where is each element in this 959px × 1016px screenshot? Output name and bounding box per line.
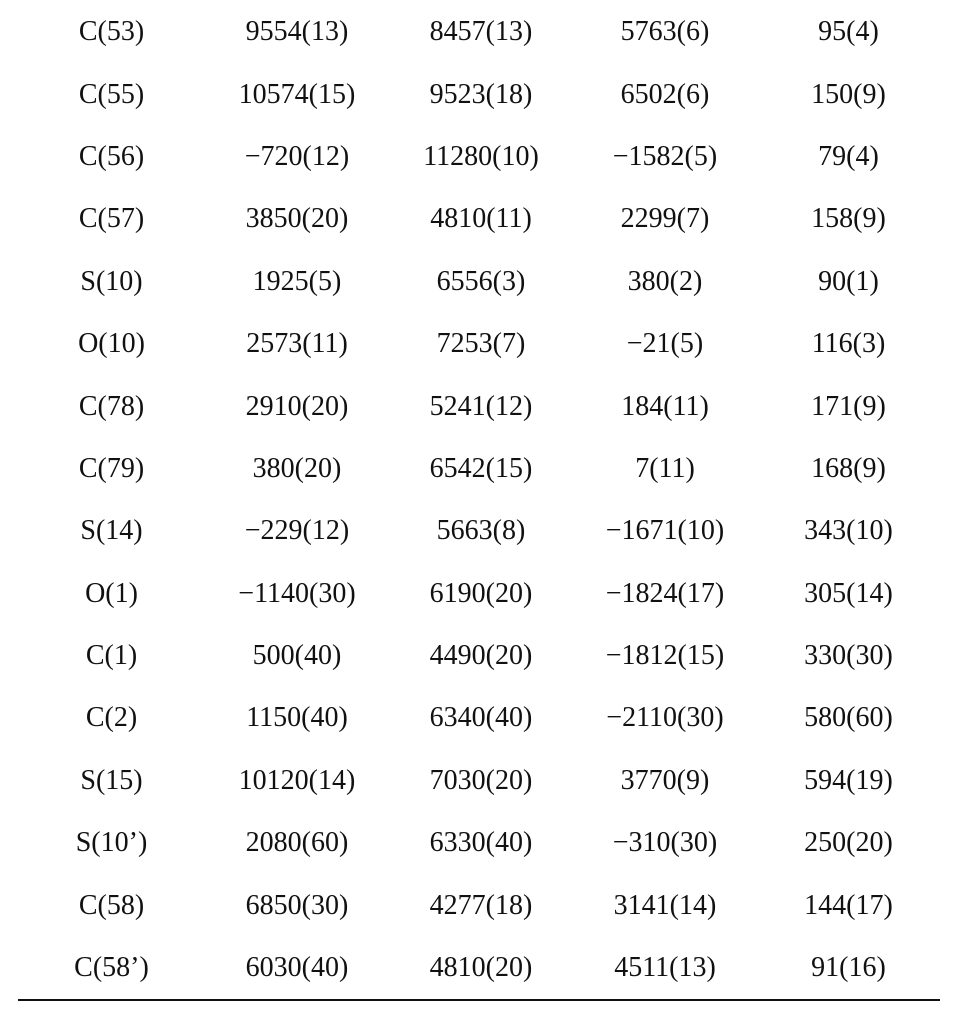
ueq-cell: 168(9) — [811, 452, 886, 484]
x-coordinate-cell: 2910(20) — [245, 390, 349, 422]
z-coordinate-cell: −310(30) — [612, 827, 718, 859]
y-coordinate-cell: 6330(40) — [429, 827, 533, 859]
y-coordinate-cell: 9523(18) — [429, 78, 533, 110]
ueq-cell: 158(9) — [811, 203, 886, 235]
z-coordinate-cell: −1824(17) — [605, 577, 725, 609]
x-coordinate-cell: −229(12) — [244, 515, 350, 547]
ueq-cell: 594(19) — [804, 764, 893, 796]
atom-label-cell: C(58’) — [18, 937, 205, 1000]
z-coordinate-cell: −1582(5) — [612, 140, 718, 172]
z-coordinate-cell: 4511(13) — [573, 937, 757, 1000]
table-row — [18, 126, 940, 188]
x-coordinate-cell: 10574(15) — [238, 78, 356, 110]
atom-label-cell: C(55) — [78, 78, 145, 110]
table-row — [18, 375, 940, 437]
table-row — [18, 188, 940, 250]
table-row — [18, 937, 940, 1000]
y-coordinate-cell: 6556(3) — [436, 265, 526, 297]
atom-label-cell: S(10’) — [75, 827, 148, 859]
x-coordinate-cell: 2573(11) — [246, 328, 348, 360]
atom-label-cell: S(10) — [80, 265, 143, 297]
y-coordinate-cell: 8457(13) — [429, 16, 533, 48]
ueq-cell: 343(10) — [804, 515, 893, 547]
z-coordinate-cell: 184(11) — [621, 390, 709, 422]
table-row — [18, 438, 940, 500]
table-body — [18, 1, 940, 1000]
z-coordinate-cell: 7(11) — [635, 452, 695, 484]
z-coordinate-cell: −1671(10) — [605, 515, 725, 547]
x-coordinate-cell: 500(40) — [252, 640, 342, 672]
atom-label-cell: C(57) — [78, 203, 145, 235]
y-coordinate-cell: 4277(18) — [429, 889, 533, 921]
x-coordinate-cell: 380(20) — [252, 452, 342, 484]
x-coordinate-cell: 1150(40) — [246, 702, 348, 734]
z-coordinate-cell: 380(2) — [627, 265, 703, 297]
table-row — [18, 750, 940, 812]
y-coordinate-cell: 6542(15) — [429, 452, 533, 484]
y-coordinate-cell: 4810(20) — [389, 937, 573, 1000]
x-coordinate-cell: 9554(13) — [245, 16, 349, 48]
table-row — [18, 1, 940, 63]
atom-label-cell: S(14) — [80, 515, 143, 547]
table-row — [18, 625, 940, 687]
x-coordinate-cell: 6030(40) — [205, 937, 389, 1000]
z-coordinate-cell: 5763(6) — [620, 16, 710, 48]
ueq-cell: 150(9) — [811, 78, 886, 110]
atom-label-cell: C(58) — [78, 889, 145, 921]
ueq-cell: 250(20) — [804, 827, 893, 859]
ueq-cell: 580(60) — [804, 702, 893, 734]
atom-label-cell: C(53) — [78, 16, 145, 48]
ueq-cell: 330(30) — [804, 640, 893, 672]
table-row — [18, 251, 940, 313]
table-row — [18, 563, 940, 625]
x-coordinate-cell: 10120(14) — [238, 764, 356, 796]
atom-label-cell: C(79) — [78, 452, 145, 484]
atom-label-cell: C(2) — [85, 702, 138, 734]
table-row — [18, 687, 940, 749]
atomic-coordinates-table — [18, 1, 940, 1001]
ueq-cell: 91(16) — [757, 937, 940, 1000]
y-coordinate-cell: 5241(12) — [429, 390, 533, 422]
y-coordinate-cell: 7253(7) — [436, 328, 526, 360]
y-coordinate-cell: 4810(11) — [430, 203, 532, 235]
z-coordinate-cell: 3141(14) — [613, 889, 717, 921]
z-coordinate-cell: −1812(15) — [605, 640, 725, 672]
ueq-cell: 116(3) — [811, 328, 886, 360]
ueq-cell: 90(1) — [818, 265, 879, 297]
y-coordinate-cell: 7030(20) — [429, 764, 533, 796]
y-coordinate-cell: 6340(40) — [429, 702, 533, 734]
y-coordinate-cell: 4490(20) — [429, 640, 533, 672]
table-row — [18, 874, 940, 936]
ueq-cell: 95(4) — [818, 16, 879, 48]
table-row — [18, 500, 940, 562]
x-coordinate-cell: 2080(60) — [245, 827, 349, 859]
ueq-cell: 144(17) — [804, 889, 893, 921]
z-coordinate-cell: 2299(7) — [620, 203, 710, 235]
x-coordinate-cell: −720(12) — [244, 140, 350, 172]
ueq-cell: 305(14) — [804, 577, 893, 609]
y-coordinate-cell: 5663(8) — [436, 515, 526, 547]
x-coordinate-cell: −1140(30) — [238, 577, 356, 609]
atom-label-cell: S(15) — [80, 764, 143, 796]
coordinates-table-wrapper — [18, 1, 940, 1001]
ueq-cell: 171(9) — [811, 390, 886, 422]
table-row — [18, 313, 940, 375]
atom-label-cell: C(1) — [85, 640, 138, 672]
x-coordinate-cell: 1925(5) — [252, 265, 342, 297]
x-coordinate-cell: 6850(30) — [245, 889, 349, 921]
x-coordinate-cell: 3850(20) — [245, 203, 349, 235]
atom-label-cell: C(56) — [78, 140, 145, 172]
table-row — [18, 63, 940, 125]
atom-label-cell: O(10) — [78, 328, 145, 360]
ueq-cell: 79(4) — [818, 140, 879, 172]
y-coordinate-cell: 6190(20) — [429, 577, 533, 609]
z-coordinate-cell: −21(5) — [626, 328, 704, 360]
y-coordinate-cell: 11280(10) — [423, 140, 539, 172]
atom-label-cell: C(78) — [78, 390, 145, 422]
z-coordinate-cell: −2110(30) — [606, 702, 724, 734]
table-row — [18, 812, 940, 874]
atom-label-cell: O(1) — [85, 577, 138, 609]
z-coordinate-cell: 3770(9) — [620, 764, 710, 796]
z-coordinate-cell: 6502(6) — [620, 78, 710, 110]
